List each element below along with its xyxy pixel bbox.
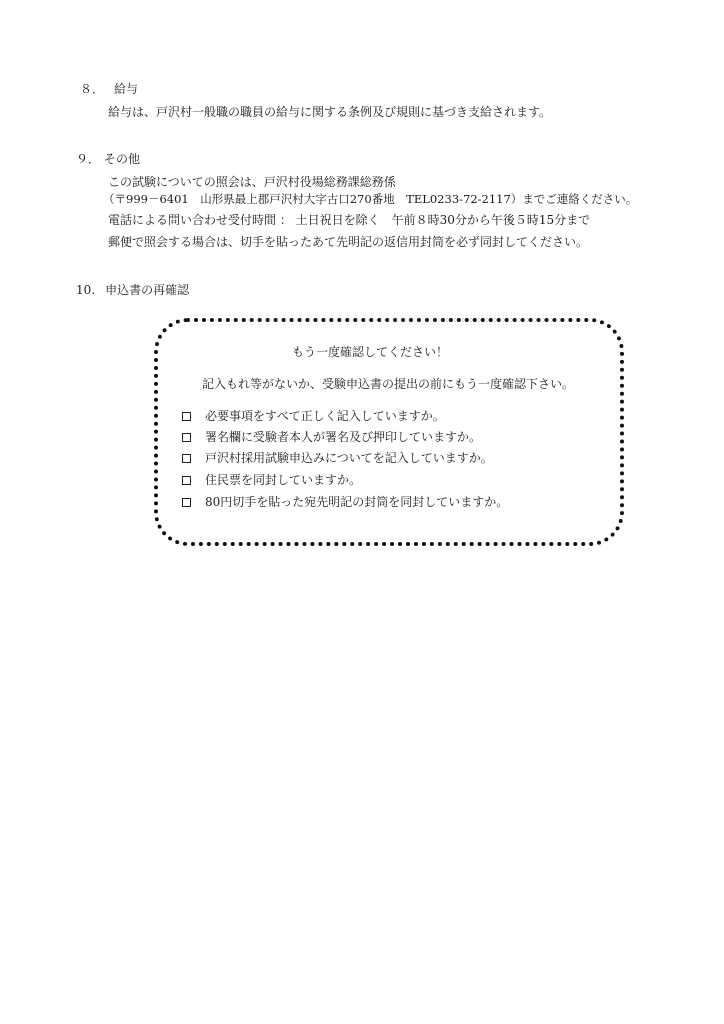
section-8-title: 給与: [114, 82, 139, 96]
checklist-item-label: 80円切手を貼った宛先明記の封筒を同封していますか。: [205, 495, 509, 509]
section-8-heading: [80, 81, 138, 97]
checklist-item: [182, 408, 445, 424]
section-9-line-4: 郵便で照会する場合は、切手を貼ったあて先明記の返信用封筒を必ず同封してください。: [108, 235, 589, 249]
confirmation-intro: 記入もれ等がないか、受験申込書の提出の前にもう一度確認下さい。: [202, 377, 575, 391]
checklist-item: [182, 494, 508, 510]
checkbox-icon: [182, 498, 191, 507]
checklist-item-label: 戸沢村採用試験申込みについてを記入していますか。: [205, 451, 493, 465]
section-9-number: ９．: [76, 152, 101, 166]
checkbox-icon: [182, 433, 191, 442]
confirmation-heading: もう一度確認してください！: [292, 345, 449, 359]
section-8-number: ８．: [80, 82, 105, 96]
confirmation-box: [154, 318, 624, 546]
section-9-title: その他: [104, 152, 141, 166]
checklist-item-label: 必要事項をすべて正しく記入していますか。: [205, 409, 445, 423]
section-9-heading: [76, 151, 140, 167]
checklist-item: [182, 450, 493, 466]
checklist-item-label: 署名欄に受験者本人が署名及び押印していますか。: [205, 430, 482, 444]
checklist-item: [182, 472, 361, 488]
checklist-item: [182, 429, 481, 445]
checklist-item-label: 住民票を同封していますか。: [205, 473, 362, 487]
section-10-number: 10.: [76, 283, 96, 297]
section-9-line-2: （〒999－6401 山形県最上郡戸沢村大字古口270番地 TEL0233-72-2117）までご連絡ください。: [103, 192, 638, 206]
checkbox-icon: [182, 412, 191, 421]
section-10-title: 申込書の再確認: [105, 283, 190, 297]
checkbox-icon: [182, 454, 191, 463]
section-8-body: 給与は、戸沢村一般職の職員の給与に関する条例及び規則に基づき支給されます。: [108, 105, 552, 119]
section-9-line-3: 電話による問い合わせ受付時間 ： 土日祝日を除く 午前８時30分から午後５時15分まで: [108, 213, 591, 227]
checkbox-icon: [182, 476, 191, 485]
section-9-line-1: この試験についての照会は、戸沢村役場総務課総務係: [108, 175, 396, 189]
section-10-heading: [76, 282, 189, 298]
